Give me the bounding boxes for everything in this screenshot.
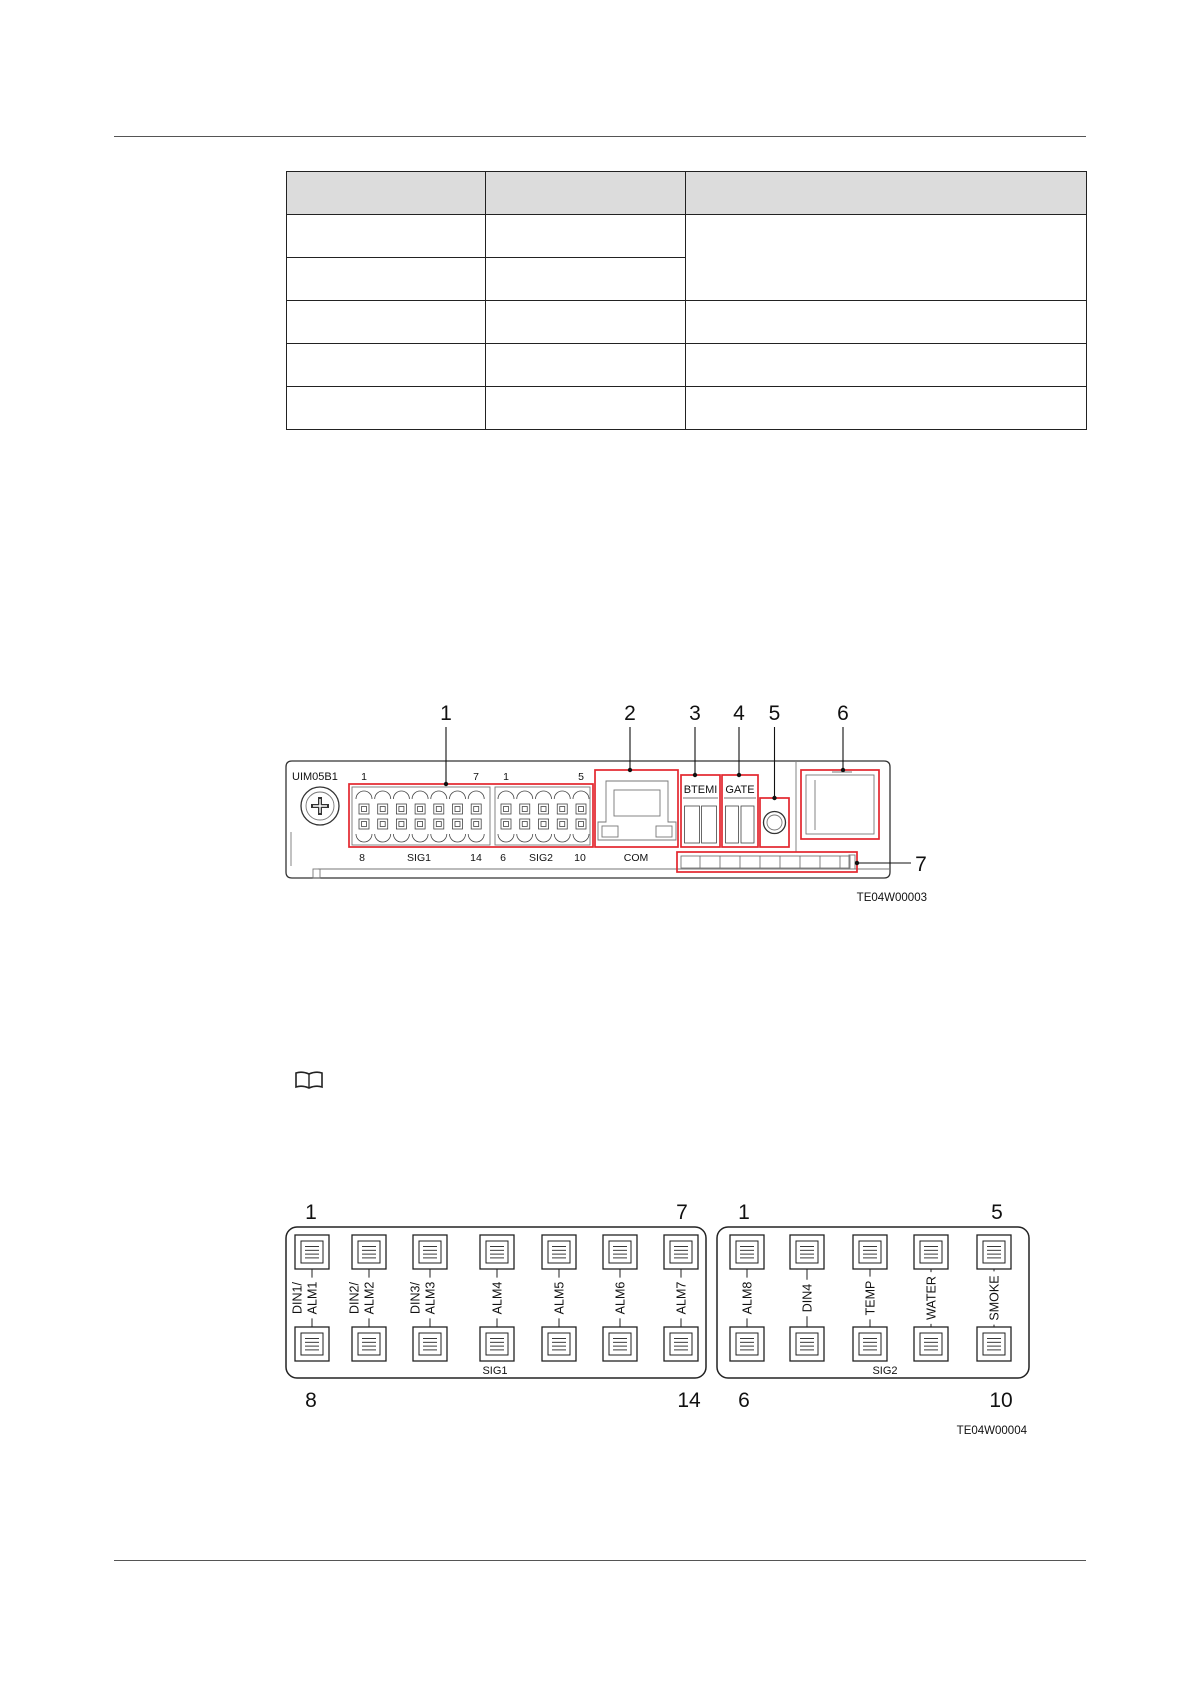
terminal-screw-hole: [434, 804, 444, 814]
sig2-top-first-number: 1: [738, 1201, 750, 1224]
terminal-foot: [393, 834, 409, 842]
table-cell: [287, 258, 486, 301]
bottom-pin: [977, 1327, 1011, 1361]
terminal-screw-hole: [415, 804, 425, 814]
terminal-latch: [431, 791, 447, 799]
pin-label-group: [925, 1276, 939, 1320]
terminal-foot: [517, 834, 533, 842]
panel-sig1-terminal: [412, 791, 428, 842]
terminal-latch: [356, 791, 372, 799]
table-header-cell: [686, 172, 1087, 215]
callout-number: 3: [689, 702, 701, 725]
pin-frame: [790, 1235, 824, 1269]
bottom-pin: [480, 1327, 514, 1361]
callout-box-6: [801, 770, 879, 839]
terminal-screw-core: [560, 807, 565, 812]
table-cell: [287, 387, 486, 430]
pin-label-group: [491, 1282, 505, 1315]
pin-frame: [603, 1235, 637, 1269]
table-cell: [486, 387, 686, 430]
panel-sig1-terminal: [375, 791, 391, 842]
pin-frame: [853, 1235, 887, 1269]
pin-label-group: [801, 1284, 815, 1313]
sig1-bottom-last-label: 14: [470, 852, 482, 864]
panel-terminals: [356, 791, 589, 842]
terminal-wire-core: [504, 822, 509, 827]
sig2-bottom-first-number: 6: [738, 1389, 750, 1412]
pin-label-group: [988, 1275, 1002, 1320]
terminal-foot: [468, 834, 484, 842]
pin-frame: [790, 1327, 824, 1361]
terminal-wire-hole: [520, 819, 530, 829]
pin-frame: [352, 1235, 386, 1269]
terminal-foot: [554, 834, 570, 842]
bottom-pin: [295, 1327, 329, 1361]
callout-6: [837, 702, 849, 772]
table-cell: [686, 301, 1087, 344]
sig1-top-first-label: 1: [361, 771, 367, 783]
pin-frame: [977, 1327, 1011, 1361]
terminal-foot: [450, 834, 466, 842]
pin-label: ALM7: [674, 1281, 689, 1315]
pin-label-group: [291, 1281, 320, 1314]
sig1-top-last-number: 7: [676, 1201, 688, 1224]
table-header-row: [287, 172, 1087, 215]
terminal-screw-hole: [501, 804, 511, 814]
panel-sig1-terminal: [356, 791, 372, 842]
bottom-pin: [664, 1327, 698, 1361]
pin-label: DIN4: [800, 1283, 815, 1313]
table-row: [287, 301, 1087, 344]
callout-3: [689, 702, 701, 777]
terminal-latch: [468, 791, 484, 799]
panel-sig1-terminal: [468, 791, 484, 842]
terminal-wire-hole: [501, 819, 511, 829]
table-cell-merged: [686, 215, 1087, 301]
terminal-wire-hole: [453, 819, 463, 829]
terminal-latch: [554, 791, 570, 799]
pin-label-group: [348, 1281, 377, 1314]
panel-sig1-terminal: [431, 791, 447, 842]
sig1-top-last-label: 7: [473, 771, 479, 783]
callout-number: 2: [624, 702, 636, 725]
book-icon: [294, 1070, 324, 1090]
pin-label-group: [675, 1282, 689, 1315]
terminal-screw-core: [474, 807, 479, 812]
device-model-label: UIM05B1: [292, 771, 338, 783]
panel-figure: [270, 690, 950, 915]
top-pin: [730, 1235, 764, 1269]
sig2-port-label: SIG2: [529, 852, 553, 864]
terminal-screw-hole: [453, 804, 463, 814]
pin-frame: [664, 1235, 698, 1269]
pin-label-group: [409, 1281, 438, 1314]
callout-number: 4: [733, 702, 745, 725]
round-button-icon: [764, 812, 786, 834]
bottom-pin: [542, 1327, 576, 1361]
callout-number: 7: [915, 853, 927, 876]
sig1-top-first-number: 1: [305, 1201, 317, 1224]
terminal-screw-core: [380, 807, 385, 812]
panel-sig1-terminal: [393, 791, 409, 842]
terminal-wire-hole: [378, 819, 388, 829]
terminal-wire-core: [560, 822, 565, 827]
terminal-screw-core: [522, 807, 527, 812]
table-row: [287, 387, 1087, 430]
screw-icon: [301, 787, 339, 825]
top-pin: [977, 1235, 1011, 1269]
terminal-latch: [393, 791, 409, 799]
panel-notch: [313, 869, 320, 878]
terminal-wire-hole: [396, 819, 406, 829]
terminal-screw-core: [579, 807, 584, 812]
card-slot: [806, 772, 874, 834]
terminal-screw-hole: [576, 804, 586, 814]
sig2-bottom-last-number: 10: [989, 1389, 1013, 1412]
terminal-foot: [431, 834, 447, 842]
bottom-pin: [730, 1327, 764, 1361]
pin-label: DIN1/: [290, 1282, 305, 1314]
bottom-pin: [413, 1327, 447, 1361]
terminal-foot: [375, 834, 391, 842]
top-pin: [914, 1235, 948, 1269]
terminal-screw-core: [399, 807, 404, 812]
table-cell: [486, 344, 686, 387]
top-pin: [853, 1235, 887, 1269]
top-pin: [603, 1235, 637, 1269]
bottom-pin: [352, 1327, 386, 1361]
pin-label: WATER: [924, 1276, 939, 1320]
pin-label: SMOKE: [987, 1275, 1002, 1321]
table-cell: [287, 301, 486, 344]
terminal-latch: [450, 791, 466, 799]
terminal-screw-core: [362, 807, 367, 812]
top-pin: [413, 1235, 447, 1269]
com-port: [598, 781, 676, 840]
terminal-wire-hole: [359, 819, 369, 829]
pin-label-group: [741, 1282, 755, 1315]
terminal-latch: [536, 791, 552, 799]
table-cell: [486, 301, 686, 344]
callout-box-2: [595, 770, 678, 847]
terminal-wire-hole: [576, 819, 586, 829]
panel-sig2-terminal: [498, 791, 514, 842]
terminal-screw-core: [504, 807, 509, 812]
terminal-screw-hole: [539, 804, 549, 814]
callout-number: 1: [440, 702, 452, 725]
sig2-bottom-last-label: 10: [574, 852, 586, 864]
sig1-bottom-first-number: 8: [305, 1389, 317, 1412]
pin-label: ALM3: [423, 1281, 438, 1315]
top-pin: [480, 1235, 514, 1269]
pin-frame: [295, 1235, 329, 1269]
terminal-latch: [412, 791, 428, 799]
terminal-screw-core: [418, 807, 423, 812]
btemp-port-label: BTEMI: [683, 784, 718, 796]
terminal-latch: [517, 791, 533, 799]
pin-frame: [603, 1327, 637, 1361]
terminal-wire-core: [380, 822, 385, 827]
panel-body: [286, 761, 890, 878]
table-header-cell: [486, 172, 686, 215]
gate-terminal: [724, 798, 756, 843]
terminal-screw-core: [455, 807, 460, 812]
pin-label: TEMP: [863, 1280, 878, 1316]
pin-label-group: [864, 1281, 878, 1316]
terminal-wire-core: [541, 822, 546, 827]
terminal-screw-core: [541, 807, 546, 812]
terminal-wire-hole: [557, 819, 567, 829]
pin-frame: [730, 1327, 764, 1361]
terminal-latch: [375, 791, 391, 799]
callout-1: [440, 702, 452, 786]
pin-label: DIN2/: [347, 1282, 362, 1314]
callout-7: [855, 853, 927, 876]
terminal-foot: [356, 834, 372, 842]
terminal-screw-hole: [557, 804, 567, 814]
bottom-pin: [914, 1327, 948, 1361]
terminal-screw-hole: [471, 804, 481, 814]
pin-label-group: [553, 1282, 567, 1315]
gate-port-label: GATE: [725, 784, 755, 796]
callout-box-5: [760, 798, 789, 847]
pinout-figure: [270, 1190, 1050, 1445]
terminal-foot: [536, 834, 552, 842]
terminal-latch: [498, 791, 514, 799]
pin-frame: [914, 1327, 948, 1361]
pin-frame: [352, 1327, 386, 1361]
sig1-bottom-first-label: 8: [359, 852, 365, 864]
pin-frame: [542, 1235, 576, 1269]
slot-strip: [681, 855, 855, 869]
pinout-pins: [291, 1235, 1012, 1361]
pin-frame: [295, 1327, 329, 1361]
pin-frame: [914, 1235, 948, 1269]
panel-sig1-terminal: [450, 791, 466, 842]
terminal-wire-hole: [434, 819, 444, 829]
terminal-latch: [573, 791, 589, 799]
sig2-bottom-first-label: 6: [500, 852, 506, 864]
bottom-pin: [853, 1327, 887, 1361]
table-cell: [287, 344, 486, 387]
com-port-label: COM: [623, 852, 649, 864]
pin-frame: [730, 1235, 764, 1269]
table-cell: [486, 215, 686, 258]
callout-number: 6: [837, 702, 849, 725]
terminal-foot: [498, 834, 514, 842]
sig1-bottom-last-number: 14: [677, 1389, 701, 1412]
sig1-connector-label: SIG1: [482, 1365, 508, 1377]
top-pin: [352, 1235, 386, 1269]
callout-2: [624, 702, 636, 772]
bottom-pin: [603, 1327, 637, 1361]
figure-id-caption: TE04W00004: [956, 1425, 1027, 1437]
panel-outline: [286, 761, 890, 878]
spec-table: [286, 171, 1087, 430]
terminal-screw-hole: [520, 804, 530, 814]
pin-label: ALM2: [362, 1281, 377, 1315]
top-pin: [790, 1235, 824, 1269]
bottom-pin: [790, 1327, 824, 1361]
table-header-cell: [287, 172, 486, 215]
terminal-screw-hole: [396, 804, 406, 814]
callout-5: [769, 702, 781, 800]
table-row: [287, 215, 1087, 258]
pin-frame: [413, 1327, 447, 1361]
header-rule: [114, 136, 1086, 137]
panel-sig2-terminal: [536, 791, 552, 842]
pin-frame: [853, 1327, 887, 1361]
sig2-top-first-label: 1: [503, 771, 509, 783]
terminal-wire-hole: [415, 819, 425, 829]
pin-label: ALM8: [740, 1281, 755, 1315]
top-pin: [295, 1235, 329, 1269]
sig2-connector-label: SIG2: [872, 1365, 898, 1377]
pin-frame: [664, 1327, 698, 1361]
btemp-terminal: [683, 798, 718, 843]
panel-sig2-terminal: [554, 791, 570, 842]
panel-sig2-terminal: [517, 791, 533, 842]
table-cell: [686, 387, 1087, 430]
pin-frame: [480, 1235, 514, 1269]
terminal-wire-core: [579, 822, 584, 827]
terminal-foot: [573, 834, 589, 842]
terminal-screw-hole: [378, 804, 388, 814]
terminal-wire-core: [474, 822, 479, 827]
pin-label: DIN3/: [408, 1282, 423, 1314]
table-cell: [486, 258, 686, 301]
pin-frame: [480, 1327, 514, 1361]
terminal-wire-core: [418, 822, 423, 827]
pin-frame: [413, 1235, 447, 1269]
terminal-wire-core: [399, 822, 404, 827]
table-cell: [287, 215, 486, 258]
pin-label: ALM5: [552, 1281, 567, 1315]
pin-label: ALM4: [490, 1281, 505, 1315]
pin-label-group: [614, 1282, 628, 1315]
panel-sig2-terminal: [573, 791, 589, 842]
pin-label: ALM6: [613, 1281, 628, 1315]
figure-id-caption: TE04W00003: [856, 892, 927, 904]
sig1-port-label: SIG1: [407, 852, 431, 864]
table-row: [287, 344, 1087, 387]
terminal-wire-core: [436, 822, 441, 827]
footer-rule: [114, 1560, 1086, 1561]
terminal-wire-core: [522, 822, 527, 827]
terminal-wire-hole: [539, 819, 549, 829]
top-pin: [542, 1235, 576, 1269]
sig2-top-last-number: 5: [991, 1201, 1003, 1224]
terminal-wire-hole: [471, 819, 481, 829]
callout-number: 5: [768, 702, 781, 725]
terminal-wire-core: [455, 822, 460, 827]
pin-frame: [542, 1327, 576, 1361]
callout-4: [733, 702, 745, 777]
terminal-foot: [412, 834, 428, 842]
sig2-top-last-label: 5: [578, 771, 584, 783]
top-pin: [664, 1235, 698, 1269]
sig2-housing: [495, 787, 590, 845]
terminal-screw-core: [436, 807, 441, 812]
pin-label: ALM1: [305, 1281, 320, 1315]
terminal-screw-hole: [359, 804, 369, 814]
pin-frame: [977, 1235, 1011, 1269]
terminal-wire-core: [362, 822, 367, 827]
table-cell: [686, 344, 1087, 387]
